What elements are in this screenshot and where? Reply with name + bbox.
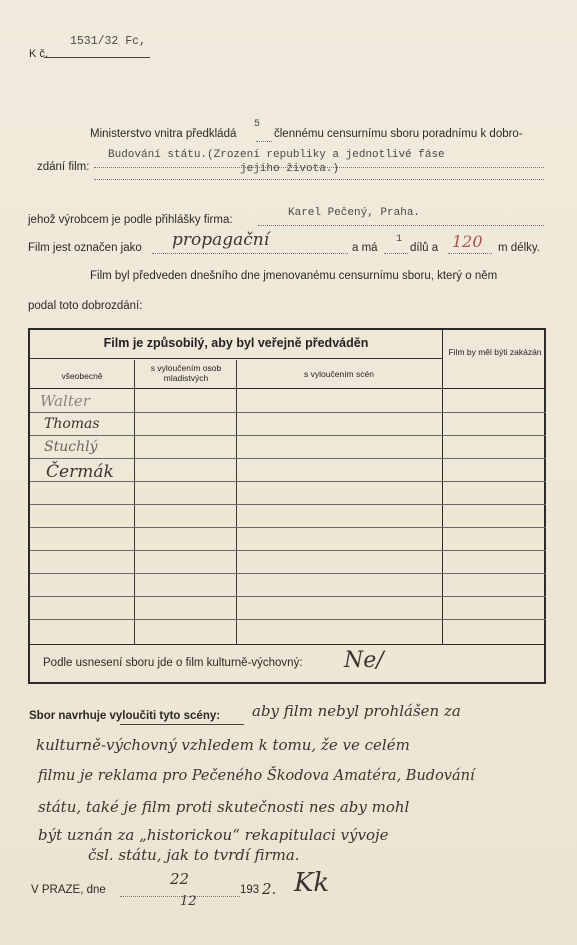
intro-line2-prefix: zdání film: xyxy=(37,161,90,173)
parts-value: 1 xyxy=(396,234,403,245)
row-line xyxy=(30,527,546,528)
header-sep-top xyxy=(30,358,442,359)
row-line xyxy=(30,412,546,413)
designation-dots xyxy=(152,253,348,254)
film-title-dots2 xyxy=(94,179,544,180)
proposal-line-6: čsl. státu, jak to tvrdí firma. xyxy=(88,846,300,864)
proposal-line-5: být uznán za „historickou“ rekapitulaci vývoje xyxy=(38,826,389,844)
proposal-line-1: aby film nebyl prohlášen za xyxy=(252,702,461,720)
initials-signature: Kk xyxy=(294,868,330,898)
col-general-header: všeobecně xyxy=(61,371,103,381)
proposal-line-4: státu, také je film proti skutečnosti nes aby mohl xyxy=(38,798,410,816)
row-line xyxy=(30,435,546,436)
producer-label: jehož výrobcem je podle přihlášky firma: xyxy=(28,214,233,226)
date-month: 12 xyxy=(180,894,197,909)
parts-label: a má xyxy=(352,242,378,254)
parts-dots xyxy=(384,253,408,254)
length-value: 120 xyxy=(452,232,483,251)
proposal-line-3: filmu je reklama pro Pečeného Škodova Amatéra, Budování xyxy=(38,768,475,784)
col-scenes-header: s vyloučením scén xyxy=(304,369,374,379)
designation-label: Film jest označen jako xyxy=(28,242,142,254)
proposal-line-2: kulturně-výchovný vzhledem k tomu, že ve celém xyxy=(36,736,410,754)
date-day: 22 xyxy=(170,870,190,888)
intro-line1-suffix: člennému censurnímu sboru poradnímu k dobro- xyxy=(274,128,523,140)
proposal-underline xyxy=(120,724,244,725)
film-title-line1: Budování státu.(Zrození republiky a jednotlivé fáse xyxy=(108,149,445,161)
producer-value: Karel Pečený, Praha. xyxy=(288,207,421,219)
col-banned-header: Film by měl býti zakázán xyxy=(448,347,542,357)
table-footer-sep xyxy=(30,644,546,645)
ref-number: 1531/32 Fc, xyxy=(70,35,146,48)
presented-line1: Film byl předveden dnešního dne jmenovanému censurnímu sboru, který o něm xyxy=(90,270,498,282)
row-line xyxy=(30,458,546,459)
length-suffix: m délky. xyxy=(498,242,540,254)
producer-dots xyxy=(258,225,544,226)
members-count: 5 xyxy=(254,119,261,130)
signature-1: Walter xyxy=(40,392,90,410)
year-suffix: 2. xyxy=(262,880,277,898)
row-line xyxy=(30,573,546,574)
row-line xyxy=(30,619,546,620)
proposal-label: Sbor navrhuje vyloučiti tyto scény: xyxy=(29,710,221,722)
col-youth-header: s vyloučením osob mladistvých xyxy=(150,363,222,383)
ref-label: K č. xyxy=(29,48,48,60)
header-sep-bottom xyxy=(30,388,546,389)
col-divider-2 xyxy=(236,360,237,644)
table-title: Film je způsobilý, aby byl veřejně předváděn xyxy=(103,336,369,350)
culture-value: Ne/ xyxy=(344,648,384,673)
place-label: V PRAZE, dne xyxy=(31,884,106,896)
row-line xyxy=(30,596,546,597)
col-divider-1 xyxy=(134,360,135,644)
film-title-line2: jejího života.) xyxy=(240,163,340,175)
year-prefix: 193 xyxy=(240,884,260,896)
row-line xyxy=(30,504,546,505)
length-dots xyxy=(448,253,492,254)
ref-underline xyxy=(44,57,150,58)
members-dots xyxy=(256,141,272,142)
signature-2: Thomas xyxy=(44,416,100,432)
culture-label: Podle usnesení sboru jde o film kulturně-výchovný: xyxy=(43,657,303,669)
signature-3: Stuchlý xyxy=(44,439,98,455)
assessment-table xyxy=(28,328,546,684)
intro-line1-prefix: Ministerstvo vnitra předkládá xyxy=(90,128,237,140)
parts-suffix: dílů a xyxy=(410,242,439,254)
presented-line2: podal toto dobrozdání: xyxy=(28,300,143,312)
date-dots xyxy=(120,896,240,897)
designation-value: propagační xyxy=(172,230,270,250)
signature-4: Čermák xyxy=(46,462,114,482)
row-line xyxy=(30,550,546,551)
